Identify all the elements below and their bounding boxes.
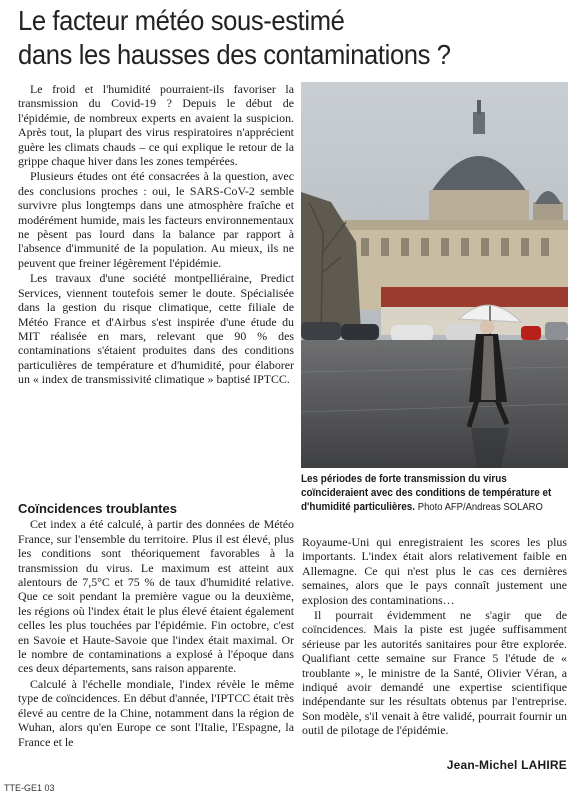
article-photo xyxy=(301,82,568,468)
headline xyxy=(18,4,531,72)
article-column-right xyxy=(302,535,567,738)
paragraph-1: Le froid et l'humidité pourraient-ils favoriser la transmission du Covid-19 ? Depuis le début de l'épidémie, de nombreux experts en avaient la suspicion. Après tout, la plupart des virus respiratoires n'apprécient guère les climats chauds – ce qui explique le retour de la grippe chaque hiver dans les zones tempérées. xyxy=(18,82,294,169)
vatican-rain-photo xyxy=(301,82,568,468)
author-signature: Jean-Michel LAHIRE xyxy=(446,758,567,772)
page-footer-code: TTE-GE1 03 xyxy=(4,783,55,793)
paragraph-6: Il pourrait évidemment ne s'agir que de coïncidences. Mais la piste est jugée suffisamment sérieuse par les autorités sanitaires pour être explorée. Qualifiant cette semaine sur France 5 l'étude de « troublante », le ministre de la Santé, Olivier Véran, a indiqué avoir demandé une expertise scientifique indépendante sur les résultats obtenus par l'entreprise. Son modèle, s'il venait à être validé, pourrait fournir un outil de pilotage de l'épidémie. xyxy=(302,608,567,738)
article-column-left-top xyxy=(18,82,294,387)
photo-credit: Photo AFP/Andreas SOLARO xyxy=(417,501,543,513)
paragraph-5: Calculé à l'échelle mondiale, l'index révèle le même type de coïncidences. En début d'année, l'IPTCC était très élevé au centre de la Chine, notamment dans la région de Wuhan, alors qu'en Europe ce sont l'Italie, l'Espagne, la France et le xyxy=(18,676,294,749)
headline-line-2: dans les hausses des contaminations ? xyxy=(18,39,451,70)
article-column-left-bottom xyxy=(18,502,294,749)
paragraph-2: Plusieurs études ont été consacrées à la question, avec des conclusions proches : oui, le SARS-CoV-2 semble survivre plus longtemps dans une atmosphère fraîche et modérément humide, mais les facteurs environnementaux ne pèsent pas lourd dans la balance par rapport à l'absence d'immunité de la population. Au mieux, ils ne peuvent que freiner légèrement l'épidémie. xyxy=(18,169,294,270)
headline-line-1: Le facteur météo sous-estimé xyxy=(18,5,345,36)
caption-text: Les périodes de forte transmission du virus coïncideraient avec des conditions de température et d'humidité particulières. xyxy=(301,473,552,513)
paragraph-3: Les travaux d'une société montpelliéraine, Predict Services, viennent toutefois semer le doute. Spécialisée dans la gestion du risque climatique, cette filiale de Météo France et d'Airbus s'est inspirée d'une étude du MIT réalisée en mars, relevant que 90 % des contaminations s'étaient produites dans des conditions particulières de température et d'humidité, pour élaborer un « index de transmissivité climatique » baptisé IPTCC. xyxy=(18,271,294,387)
subheading: Coïncidences troublantes xyxy=(18,501,177,516)
paragraph-4: Cet index a été calculé, à partir des données de Météo France, sur l'ensemble du territoire. Plus il est élevé, plus les conditions sont théoriquement favorables à la transmission du virus. Le maximum est atteint aux alentours de 7,5°C et 75 % de taux d'humidité relative. Que ce soit pendant la première vague ou la deuxième, les régions où l'index était le plus élevé étaient également celles les plus touchées par l'épidémie. Fin octobre, c'est en Savoie et Haute-Savoie que l'index était maximal. Or le nombre de contaminations a explosé à l'époque dans ces deux départements, sans raison apparente. xyxy=(18,517,294,676)
paragraph-5-continued: Royaume-Uni qui enregistraient les scores les plus importants. L'index était alors relativement faible en Allemagne. Ce qui n'est plus le cas ces dernières semaines, alors que le pays connaît justement une explosion des contaminations… xyxy=(302,535,567,607)
photo-caption xyxy=(301,472,571,514)
